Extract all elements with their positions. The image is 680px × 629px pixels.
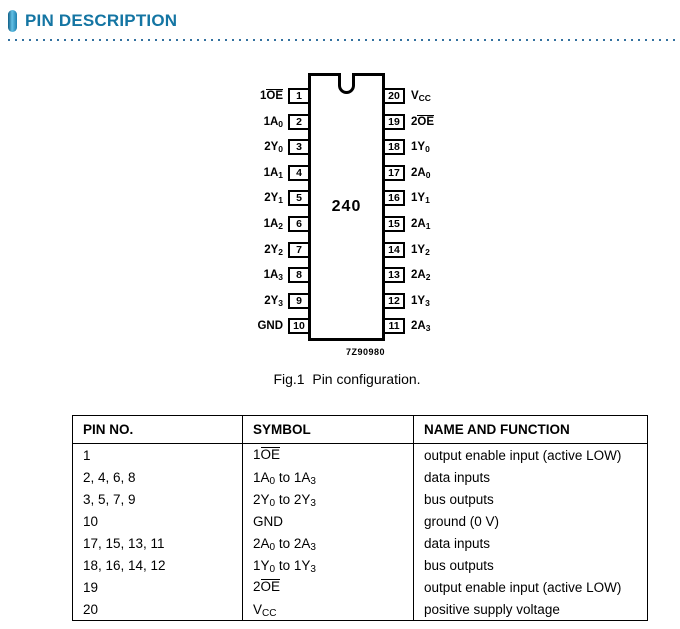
cell-symbol: $2Y_0$ to $2Y_3$ bbox=[243, 488, 414, 510]
pin-1-label: 1OE bbox=[259, 90, 283, 103]
pin-3-number-box: 3 bbox=[288, 139, 310, 155]
pin-9 bbox=[147, 293, 310, 309]
cell-function: output enable input (active LOW) bbox=[414, 576, 648, 598]
pin-8 bbox=[147, 267, 310, 283]
pin-7-number-box: 7 bbox=[288, 242, 310, 258]
pin-1-number-box: 1 bbox=[288, 88, 310, 104]
pin-12 bbox=[383, 293, 547, 309]
pin-2 bbox=[147, 114, 310, 130]
cell-pin-no: 19 bbox=[73, 576, 243, 598]
column-header-name-function: NAME AND FUNCTION bbox=[414, 416, 648, 444]
table-row bbox=[73, 466, 648, 488]
pin-6 bbox=[147, 216, 310, 232]
section-header bbox=[0, 0, 680, 41]
table-row bbox=[73, 444, 648, 467]
pin-15 bbox=[383, 216, 547, 232]
section-accent-bar-icon bbox=[8, 10, 17, 32]
pin-12-label: $1Y_3$ bbox=[411, 294, 430, 308]
table-row bbox=[73, 488, 648, 510]
pin-7-label: $2Y_2$ bbox=[264, 243, 283, 257]
pin-6-label: $1A_2$ bbox=[263, 218, 283, 231]
section-title-row bbox=[8, 9, 680, 33]
pin-14-label: $1Y_2$ bbox=[411, 243, 430, 257]
pin-18 bbox=[383, 139, 547, 155]
column-header-pin-no: PIN NO. bbox=[73, 416, 243, 444]
table-row bbox=[73, 510, 648, 532]
pin-9-number-box: 9 bbox=[288, 293, 310, 309]
figure-caption: Fig.1 Pin configuration. bbox=[273, 371, 421, 387]
pin-8-label: $1A_3$ bbox=[263, 269, 283, 283]
pin-4-label: $1A_1$ bbox=[263, 166, 283, 180]
chip-notch bbox=[338, 73, 355, 94]
cell-pin-no: 3, 5, 7, 9 bbox=[73, 488, 243, 510]
pin-9-label: $2Y_3$ bbox=[264, 294, 283, 308]
pin-15-number-box: 15 bbox=[383, 216, 405, 232]
drawing-code: 7Z90980 bbox=[345, 347, 385, 357]
pin-1 bbox=[147, 88, 310, 104]
pin-18-label: $1Y_0$ bbox=[411, 141, 430, 155]
table-header-row bbox=[73, 416, 648, 444]
pin-16 bbox=[383, 190, 547, 206]
pin-3-label: $2Y_0$ bbox=[264, 141, 283, 155]
pin-19 bbox=[383, 114, 547, 130]
pin-14-number-box: 14 bbox=[383, 242, 405, 258]
cell-pin-no: 2, 4, 6, 8 bbox=[73, 466, 243, 488]
pin-16-number-box: 16 bbox=[383, 190, 405, 206]
table-row bbox=[73, 598, 648, 621]
pin-14 bbox=[383, 242, 547, 258]
pin-4-number-box: 4 bbox=[288, 165, 310, 181]
pin-2-label: $1A_0$ bbox=[263, 115, 283, 129]
pin-7 bbox=[147, 242, 310, 258]
pin-17-label: $2A_0$ bbox=[411, 166, 431, 180]
column-header-symbol: SYMBOL bbox=[243, 416, 414, 444]
pin-configuration-figure bbox=[147, 73, 547, 361]
pin-description-table bbox=[72, 415, 648, 621]
pin-17-number-box: 17 bbox=[383, 165, 405, 181]
pin-12-number-box: 12 bbox=[383, 293, 405, 309]
pin-20-label: $V_{CC}$ bbox=[411, 90, 431, 103]
pin-5-number-box: 5 bbox=[288, 190, 310, 206]
table-row bbox=[73, 576, 648, 598]
pin-11-label: $2A_3$ bbox=[411, 320, 431, 334]
pin-10 bbox=[147, 318, 310, 334]
pin-10-number-box: 10 bbox=[288, 318, 310, 334]
cell-symbol: GND bbox=[243, 510, 414, 532]
pin-2-number-box: 2 bbox=[288, 114, 310, 130]
cell-pin-no: 17, 15, 13, 11 bbox=[73, 532, 243, 554]
cell-function: output enable input (active LOW) bbox=[414, 444, 648, 467]
pin-19-label: 2OE bbox=[411, 116, 435, 129]
table-row bbox=[73, 554, 648, 576]
chip-label: 240 bbox=[331, 198, 362, 215]
cell-function: positive supply voltage bbox=[414, 598, 648, 621]
pin-13-number-box: 13 bbox=[383, 267, 405, 283]
pin-20-number-box: 20 bbox=[383, 88, 405, 104]
cell-pin-no: 1 bbox=[73, 444, 243, 467]
pin-13 bbox=[383, 267, 547, 283]
pin-10-label: GND bbox=[257, 320, 283, 333]
pin-11 bbox=[383, 318, 547, 334]
cell-symbol: $2A_0$ to $2A_3$ bbox=[243, 532, 414, 554]
table-row bbox=[73, 532, 648, 554]
pin-20 bbox=[383, 88, 547, 104]
pin-5 bbox=[147, 190, 310, 206]
cell-symbol: 1OE bbox=[243, 444, 414, 467]
cell-pin-no: 18, 16, 14, 12 bbox=[73, 554, 243, 576]
pin-19-number-box: 19 bbox=[383, 114, 405, 130]
cell-function: bus outputs bbox=[414, 488, 648, 510]
pin-13-label: $2A_2$ bbox=[411, 269, 431, 283]
pin-6-number-box: 6 bbox=[288, 216, 310, 232]
dotted-divider bbox=[8, 39, 680, 41]
pin-16-label: $1Y_1$ bbox=[411, 192, 430, 206]
pin-5-label: $2Y_1$ bbox=[264, 192, 283, 206]
pin-18-number-box: 18 bbox=[383, 139, 405, 155]
pin-8-number-box: 8 bbox=[288, 267, 310, 283]
pin-11-number-box: 11 bbox=[383, 318, 405, 334]
cell-pin-no: 20 bbox=[73, 598, 243, 621]
cell-function: bus outputs bbox=[414, 554, 648, 576]
section-title: PIN DESCRIPTION bbox=[25, 11, 178, 30]
cell-function: data inputs bbox=[414, 532, 648, 554]
cell-symbol: 2OE bbox=[243, 576, 414, 598]
pin-3 bbox=[147, 139, 310, 155]
cell-symbol: $1Y_0$ to $1Y_3$ bbox=[243, 554, 414, 576]
cell-symbol: $1A_0$ to $1A_3$ bbox=[243, 466, 414, 488]
pin-17 bbox=[383, 165, 547, 181]
cell-function: ground (0 V) bbox=[414, 510, 648, 532]
pin-15-label: $2A_1$ bbox=[411, 218, 431, 231]
pin-4 bbox=[147, 165, 310, 181]
cell-symbol: $V_{CC}$ bbox=[243, 598, 414, 621]
cell-function: data inputs bbox=[414, 466, 648, 488]
cell-pin-no: 10 bbox=[73, 510, 243, 532]
